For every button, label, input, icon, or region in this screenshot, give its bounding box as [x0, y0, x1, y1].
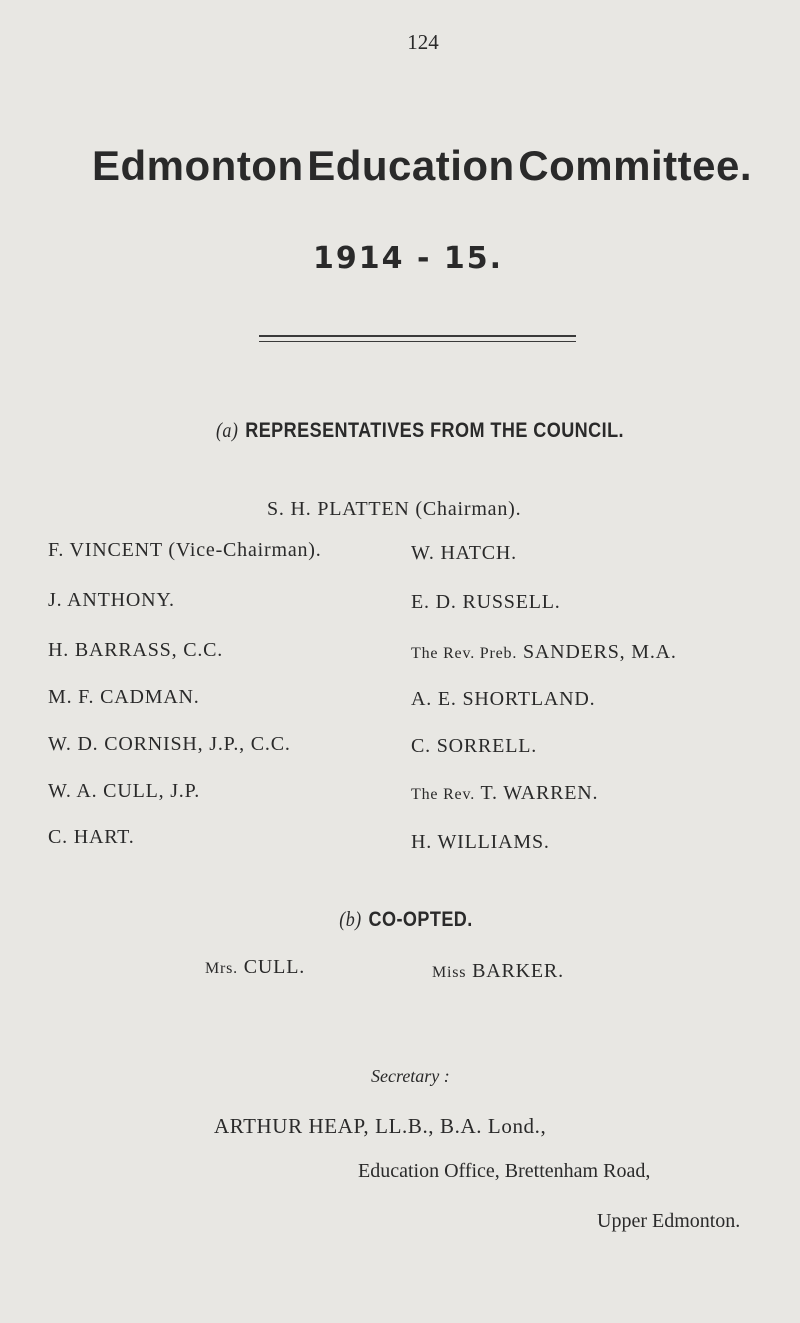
- member-left-4: M. F. CADMAN.: [48, 686, 200, 708]
- member-left-1: F. VINCENT (Vice-Chairman).: [48, 539, 322, 561]
- member-left-3: H. BARRASS, C.C.: [48, 639, 224, 661]
- secretary-label: Secretary :: [371, 1066, 450, 1086]
- page-title: [92, 142, 752, 190]
- section-b-title: CO-OPTED.: [368, 908, 473, 931]
- member-left-5: W. D. CORNISH, J.P., C.C.: [48, 733, 291, 755]
- member-right-7: H. WILLIAMS.: [411, 831, 550, 853]
- member-left-6: W. A. CULL, J.P.: [48, 780, 201, 802]
- member-right-1: W. HATCH.: [411, 542, 517, 564]
- member-right-3: [411, 641, 677, 664]
- member-right-6-title: The Rev.: [411, 786, 476, 803]
- member-left-7: C. HART.: [48, 826, 135, 848]
- coopted-member-1-name: CULL.: [243, 956, 306, 978]
- coopted-member-2-name: BARKER.: [472, 960, 564, 982]
- member-right-2: E. D. RUSSELL.: [411, 591, 561, 613]
- secretary-address-line1: Education Office, Brettenham Road,: [358, 1160, 651, 1182]
- section-b-heading: [57, 907, 755, 932]
- title-word-committee: Committee.: [518, 142, 752, 189]
- member-right-5: C. SORRELL.: [411, 735, 538, 757]
- section-a-heading: [59, 418, 781, 443]
- member-left-2: J. ANTHONY.: [48, 589, 175, 611]
- member-right-3-name: SANDERS, M.A.: [522, 641, 677, 663]
- title-word-education: Education: [307, 142, 515, 189]
- coopted-member-2-title: Miss: [432, 964, 467, 981]
- section-a-title: REPRESENTATIVES FROM THE COUNCIL.: [245, 419, 624, 442]
- section-a-marker: (a): [215, 418, 239, 442]
- divider-rule-top: [259, 335, 576, 337]
- member-right-6-name: T. WARREN.: [480, 782, 599, 804]
- member-right-6: [411, 782, 598, 805]
- secretary-name: ARTHUR HEAP, LL.B., B.A. Lond.,: [214, 1114, 547, 1138]
- member-right-4: A. E. SHORTLAND.: [411, 688, 596, 710]
- secretary-address-line2: Upper Edmonton.: [597, 1210, 741, 1232]
- section-b-marker: (b): [339, 907, 362, 931]
- chairman-name: S. H. PLATTEN (Chairman).: [267, 498, 522, 520]
- title-word-edmonton: Edmonton: [92, 142, 304, 189]
- year-range: 1914 - 15.: [313, 241, 503, 276]
- page-number: 124: [407, 30, 439, 54]
- coopted-member-1: [205, 956, 305, 979]
- divider-rule-bottom: [259, 341, 576, 342]
- coopted-member-1-title: Mrs.: [205, 960, 238, 977]
- coopted-member-2: [432, 960, 564, 983]
- member-right-3-title: The Rev. Preb.: [411, 645, 518, 662]
